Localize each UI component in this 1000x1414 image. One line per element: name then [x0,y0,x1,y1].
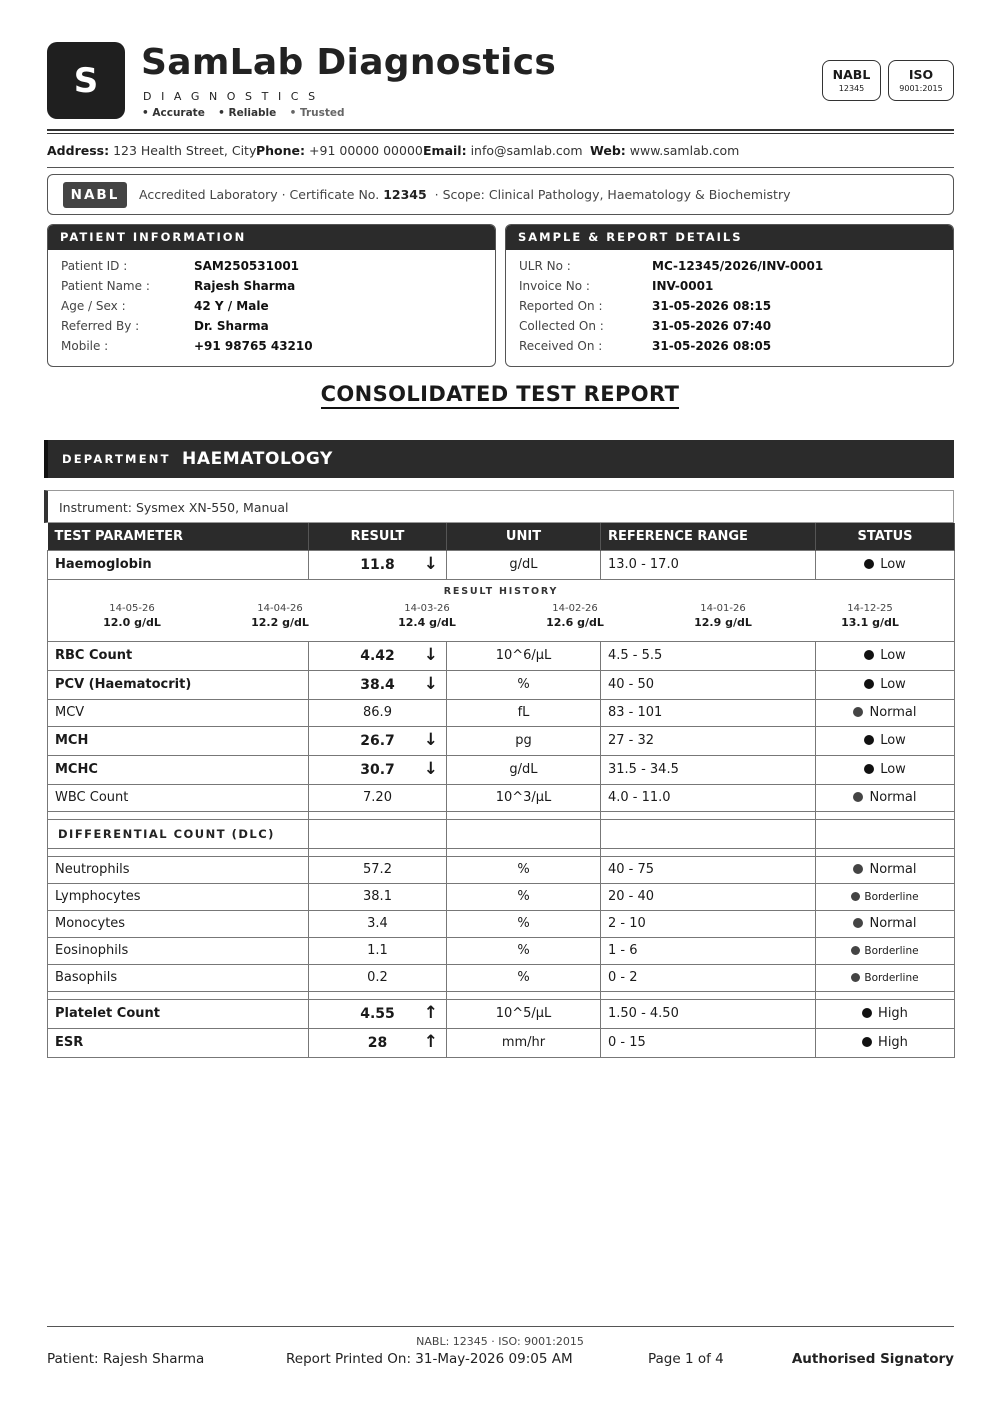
low-arrow-icon: ↓ [423,729,438,750]
footer-printed-on: Report Printed On: 31-May-2026 09:05 AM [286,1351,573,1367]
patient-referred-row: Referred By : Dr. Sharma [61,319,269,333]
table-row-mcv: MCV 86.9 fL 83 - 101 Normal [48,699,955,726]
patient-info-panel [47,224,496,367]
result-history-title: RESULT HISTORY [443,585,559,597]
status-badge: Borderline [816,883,955,910]
high-arrow-icon: ↑ [423,1002,438,1023]
status-badge: Borderline [816,937,955,964]
status-dot-icon [864,764,874,774]
table-row-mch: MCH 26.7 ↓ pg 27 - 32 Low [48,726,955,755]
spacer-row [48,848,955,856]
status-badge: Low [816,641,955,670]
status-dot-icon [853,918,863,928]
patient-mobile-row: Mobile : +91 98765 43210 [61,339,313,353]
sample-details-panel [505,224,954,367]
lab-tagline [142,107,355,119]
spacer-row [48,991,955,999]
footer-signatory: Authorised Signatory [791,1351,954,1367]
col-unit: UNIT [447,523,601,550]
department-name: HAEMATOLOGY [182,449,333,469]
result-history-row [48,579,955,641]
status-badge: Borderline [816,964,955,991]
tag-trusted: • Trusted [289,107,345,119]
received-row: Received On : 31-05-2026 08:05 [519,339,772,353]
status-dot-icon [851,973,860,982]
table-row-basophils: Basophils 0.2 % 0 - 2 Borderline [48,964,955,991]
status-dot-icon [853,864,863,874]
contact-address: Address: 123 Health Street, City [47,143,257,158]
low-arrow-icon: ↓ [423,644,438,665]
lab-subtitle: DIAGNOSTICS [143,90,325,103]
status-badge: Low [816,726,955,755]
history-item: 14-04-26 12.2 g/dL [251,602,309,629]
lab-header [47,42,954,122]
low-arrow-icon: ↓ [423,553,438,574]
reported-row: Reported On : 31-05-2026 08:15 [519,299,772,313]
instrument-info: Instrument: Sysmex XN-550, Manual [44,490,954,523]
department-label: DEPARTMENT [62,452,171,466]
ulr-row: ULR No : MC-12345/2026/INV-0001 [519,259,824,273]
status-dot-icon [851,892,860,901]
status-badge: Normal [816,699,955,726]
iso-badge: ISO 9001:2015 [888,60,954,101]
department-bar [44,440,954,478]
status-dot-icon [864,650,874,660]
status-badge: Low [816,550,955,579]
status-dot-icon [864,559,874,569]
header-divider [47,129,954,134]
table-row-esr: ESR 28 ↑ mm/hr 0 - 15 High [48,1028,955,1057]
col-reference-range: REFERENCE RANGE [601,523,816,550]
patient-info-heading: PATIENT INFORMATION [48,225,495,250]
table-row-neutrophils: Neutrophils 57.2 % 40 - 75 Normal [48,856,955,883]
contact-email: Email: info@samlab.com [423,143,583,158]
history-item: 14-03-26 12.4 g/dL [398,602,456,629]
contact-web: Web: www.samlab.com [590,143,740,158]
history-item: 14-02-26 12.6 g/dL [546,602,604,629]
invoice-row: Invoice No : INV-0001 [519,279,714,293]
table-row-lymphocytes: Lymphocytes 38.1 % 20 - 40 Borderline [48,883,955,910]
table-row-eosinophils: Eosinophils 1.1 % 1 - 6 Borderline [48,937,955,964]
footer-page-number: Page 1 of 4 [648,1351,724,1367]
tag-accurate: • Accurate [142,107,205,119]
nabl-badge: NABL 12345 [822,60,881,101]
footer-divider [47,1326,954,1327]
table-row-wbc: WBC Count 7.20 10^3/µL 4.0 - 11.0 Normal [48,784,955,811]
patient-age-row: Age / Sex : 42 Y / Male [61,299,269,313]
footer-accreditation: NABL: 12345 · ISO: 9001:2015 [416,1335,584,1348]
col-test-parameter: TEST PARAMETER [48,523,309,550]
low-arrow-icon: ↓ [423,758,438,779]
contact-phone: Phone: +91 00000 00000 [256,143,423,158]
table-header-row [48,523,955,550]
status-badge: Low [816,670,955,699]
status-badge: Low [816,755,955,784]
sample-details-heading: SAMPLE & REPORT DETAILS [506,225,953,250]
low-arrow-icon: ↓ [423,673,438,694]
status-dot-icon [853,792,863,802]
nabl-pill: NABL [63,182,127,208]
status-badge: High [816,999,955,1028]
spacer-row [48,811,955,819]
history-item: 14-12-25 13.1 g/dL [841,602,899,629]
results-table [47,523,955,1058]
patient-name-row: Patient Name : Rajesh Sharma [61,279,296,293]
table-row-platelet: Platelet Count 4.55 ↑ 10^5/µL 1.50 - 4.50 High [48,999,955,1028]
status-badge: Normal [816,784,955,811]
lab-name: SamLab Diagnostics [141,42,557,83]
contact-divider [47,167,954,168]
status-dot-icon [864,735,874,745]
status-badge: Normal [816,910,955,937]
status-dot-icon [864,679,874,689]
status-dot-icon [853,707,863,717]
high-arrow-icon: ↑ [423,1031,438,1052]
status-badge: Normal [816,856,955,883]
col-status: STATUS [816,523,955,550]
status-badge: High [816,1028,955,1057]
table-row-haemoglobin: Haemoglobin 11.8 ↓ g/dL 13.0 - 17.0 Low [48,550,955,579]
table-row-mchc: MCHC 30.7 ↓ g/dL 31.5 - 34.5 Low [48,755,955,784]
patient-id-row: Patient ID : SAM250531001 [61,259,300,273]
dlc-section-label: DIFFERENTIAL COUNT (DLC) [48,819,309,848]
col-result: RESULT [309,523,447,550]
history-item: 14-05-26 12.0 g/dL [103,602,161,629]
table-row-rbc: RBC Count 4.42 ↓ 10^6/µL 4.5 - 5.5 Low [48,641,955,670]
history-item: 14-01-26 12.9 g/dL [694,602,752,629]
report-title: CONSOLIDATED TEST REPORT [0,382,1000,406]
footer-patient: Patient: Rajesh Sharma [47,1351,205,1367]
status-dot-icon [862,1008,872,1018]
status-dot-icon [851,946,860,955]
dlc-section-row [48,819,955,848]
accreditation-text: Accredited Laboratory · Certificate No. 12345 · Scope: Clinical Pathology, Haematology & Biochemistry [139,187,791,202]
lab-logo: S [47,42,125,119]
status-dot-icon [862,1037,872,1047]
tag-reliable: • Reliable [218,107,277,119]
accreditation-box [47,174,954,215]
table-row-monocytes: Monocytes 3.4 % 2 - 10 Normal [48,910,955,937]
collected-row: Collected On : 31-05-2026 07:40 [519,319,772,333]
table-row-pcv: PCV (Haematocrit) 38.4 ↓ % 40 - 50 Low [48,670,955,699]
